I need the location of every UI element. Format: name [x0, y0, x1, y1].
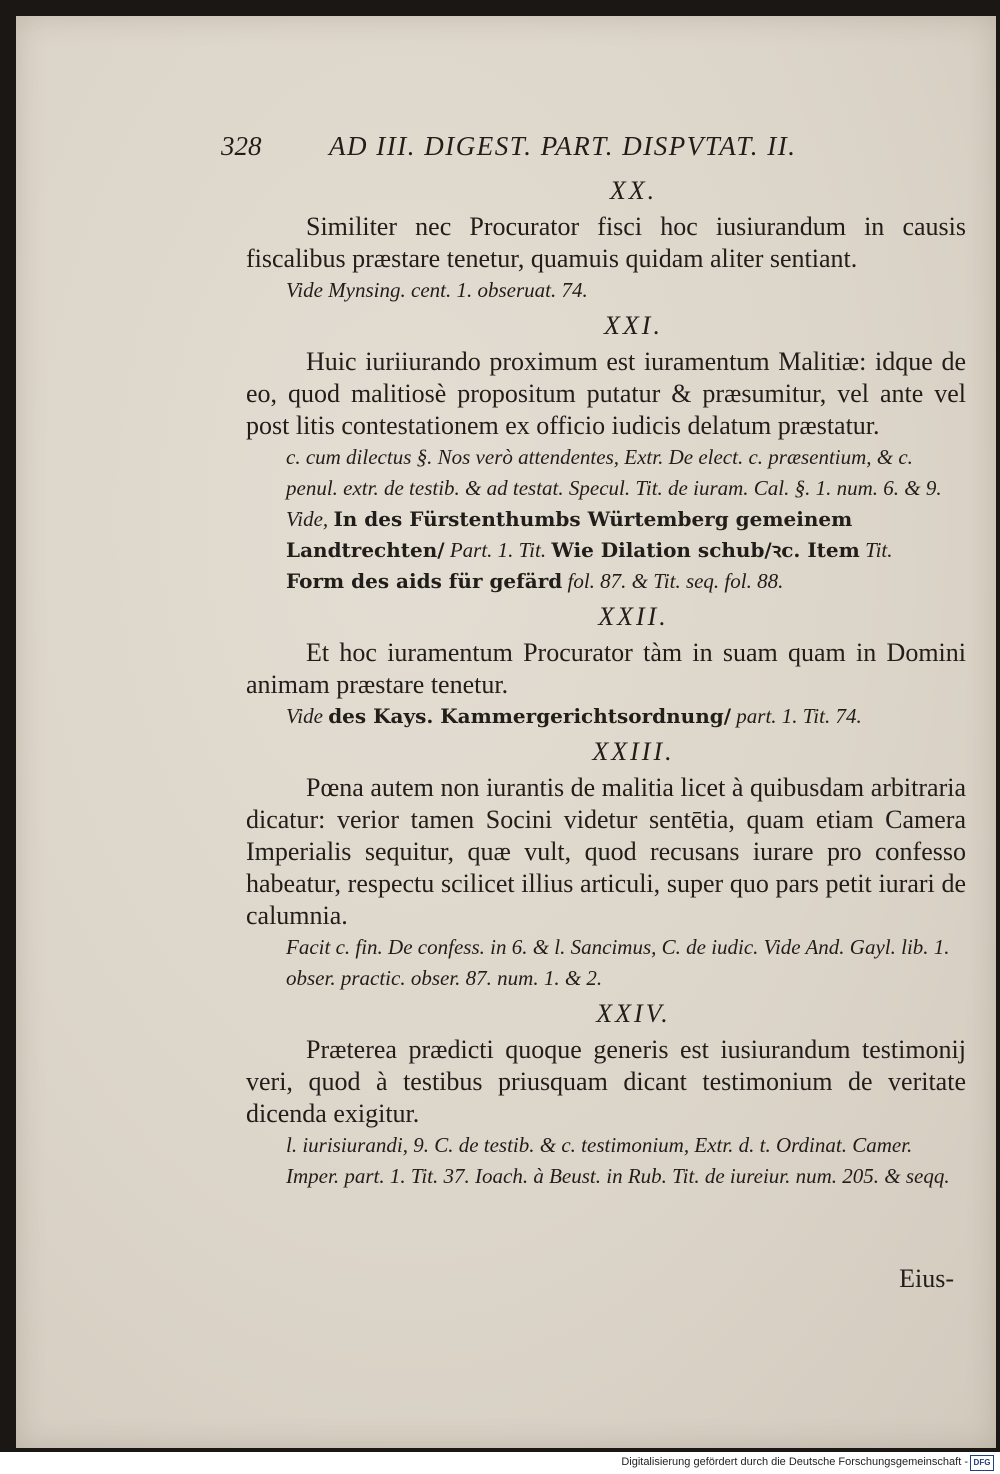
section-citation: Vide Mynsing. cent. 1. obseruat. 74.: [286, 278, 588, 302]
section-citation: l. iurisiurandi, 9. C. de testib. & c. testimonium, Extr. d. t. Ordinat. Camer. Imper. part. 1. Tit. 37. Ioach. à Beust. in Rub. Tit. de iureiur. num. 205. & seqq.: [286, 1133, 950, 1188]
citation-latin: Part. 1. Tit.: [449, 538, 547, 562]
section-xxiii: [246, 734, 966, 994]
section-number: XXI.: [604, 311, 663, 340]
book-page: [16, 16, 996, 1448]
section-text: Pœna autem non iurantis de malitia licet à quibusdam arbitraria dicatur: verior tamen Socini videtur sentētia, quam etiam Camera Imperialis sequitur, quæ vult, quod recusans iurare pro confesso habeatur, respectu scilicet illius articuli, super quo pars petit iurari de calumnia.: [246, 773, 966, 930]
section-number: XXIII.: [592, 737, 675, 766]
citation-fraktur: des Kays. Kammergerichtsordnung/: [328, 704, 732, 728]
citation-fraktur: Wie Dilation schub/ꝛc. Item: [551, 538, 860, 562]
section-citation: [286, 442, 966, 597]
section-xx: [246, 173, 966, 306]
section-xxii: [246, 599, 966, 732]
section-text: Similiter nec Procurator fisci hoc iusiurandum in causis fiscalibus præstare tenetur, quamuis quidam aliter sentiant.: [246, 212, 966, 273]
dfg-logo: DFG: [970, 1455, 994, 1471]
citation-latin: fol. 87. & Tit. seq. fol. 88.: [567, 569, 784, 593]
digitization-footer: [0, 1452, 1000, 1474]
citation-fraktur: Form des aids für gefärd: [286, 569, 563, 593]
citation-latin: Tit.: [865, 538, 893, 562]
citation-latin: part. 1. Tit. 74.: [736, 704, 862, 728]
section-xxi: [246, 308, 966, 597]
page-content: [246, 171, 966, 1192]
footer-credit: Digitalisierung gefördert durch die Deutsche Forschungsgemeinschaft -: [621, 1456, 968, 1468]
section-text: Huic iuriiurando proximum est iuramentum Malitiæ: idque de eo, quod malitiosè propositum putatur & præsumitur, vel ante vel post litis contestationem ex officio iudicis delatum præstatur.: [246, 347, 966, 440]
section-xxiv: [246, 996, 966, 1192]
section-citation: Facit c. fin. De confess. in 6. & l. Sancimus, C. de iudic. Vide And. Gayl. lib. 1. obser. practic. obser. 87. num. 1. & 2.: [286, 935, 950, 990]
page-header: [221, 131, 871, 171]
citation-fraktur: In des Fürstenthumbs Würtemberg gemeinem Landtrechten/: [286, 507, 853, 562]
section-number: XXIV.: [596, 999, 671, 1028]
catchword: Eius-: [899, 1264, 954, 1293]
section-text: Et hoc iuramentum Procurator tàm in suam quam in Domini animam præstare tenetur.: [246, 638, 966, 699]
citation-latin: Vide: [286, 704, 323, 728]
page-number: 328: [221, 131, 262, 161]
section-citation: [286, 701, 966, 732]
section-number: XX.: [609, 176, 658, 205]
section-number: XXII.: [598, 602, 669, 631]
section-text: Præterea prædicti quoque generis est iusiurandum testimonij veri, quod à testibus priusquam dicant testimonium de veritate dicenda exigitur.: [246, 1035, 966, 1128]
citation-latin: c. cum dilectus §. Nos verò attendentes, Extr. De elect. c. præsentium, & c. penul. extr. de testib. & ad testat. Specul. Tit. de iuram. Cal. §. 1. num. 6. & 9. Vide,: [286, 445, 942, 531]
running-head: AD III. DIGEST. PART. DISPVTAT. II.: [329, 131, 797, 161]
